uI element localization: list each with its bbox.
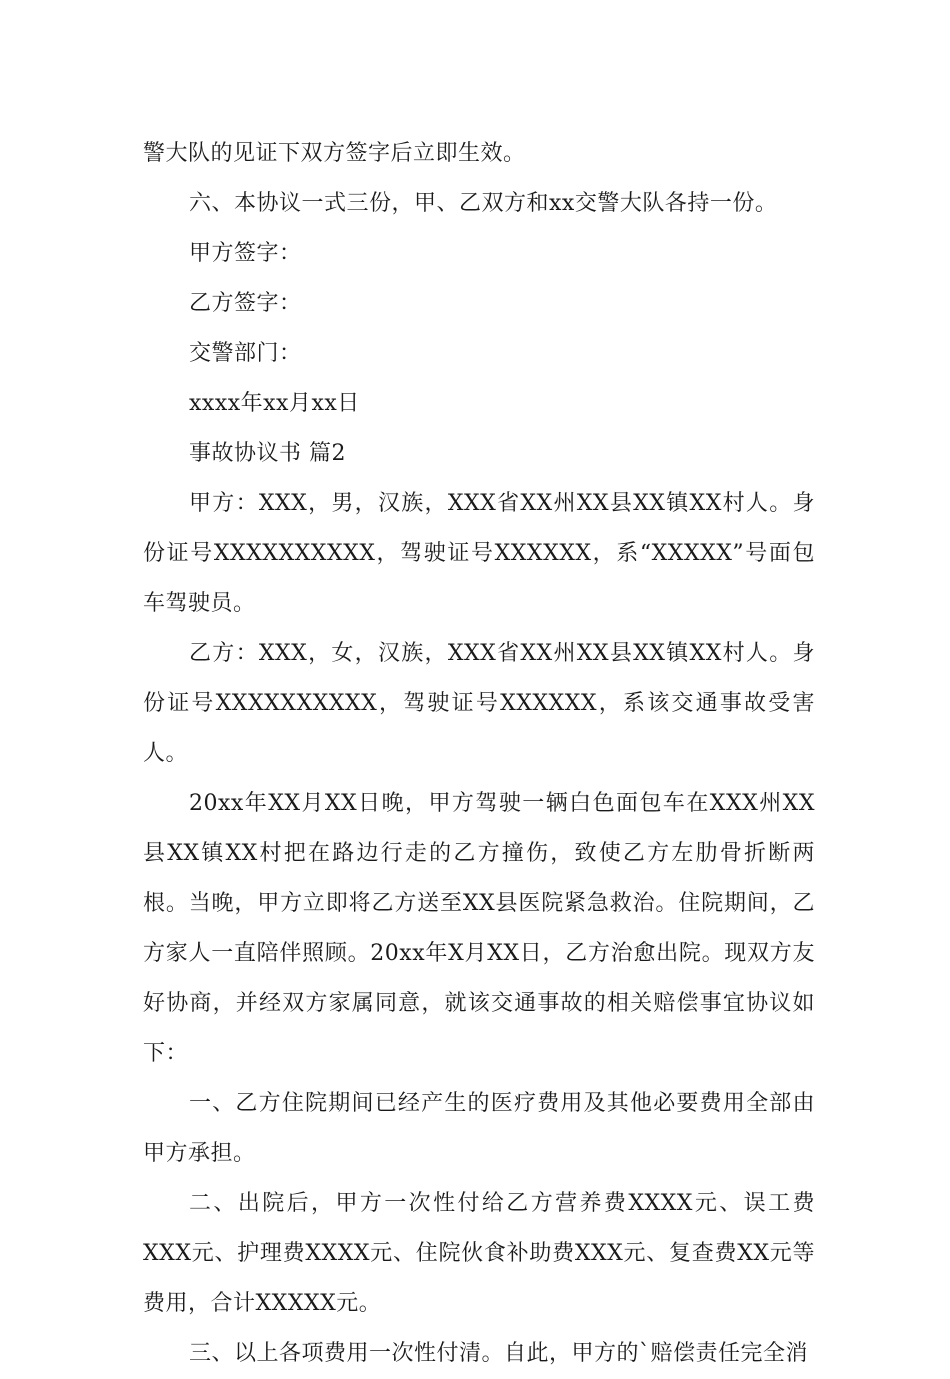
clause-two: 二、出院后，甲方一次性付给乙方营养费XXXX元、误工费XXX元、护理费XXXX元、住院伙食补助费XXX元、复查费XX元等费用，合计XXXXX元。 xyxy=(143,1191,815,1316)
traffic-police-signature-line: 交警部门： xyxy=(189,341,302,366)
party-a-info: 甲方：XXX，男，汉族，XXX省XX州XX县XX镇XX村人。身份证号XXXXXXXXXX，驾驶证号XXXXXX，系“XXXXX”号面包车驾驶员。 xyxy=(143,491,815,616)
date-line: xxxx年xx月xx日 xyxy=(189,391,360,416)
party-b-signature-line: 乙方签字： xyxy=(189,291,302,316)
document-body xyxy=(143,129,815,1379)
paragraph-continuation: 警大队的见证下双方签字后立即生效。 xyxy=(143,141,526,166)
section-heading: 事故协议书 篇2 xyxy=(189,441,346,466)
clause-one: 一、乙方住院期间已经产生的医疗费用及其他必要费用全部由甲方承担。 xyxy=(143,1091,815,1166)
party-b-info: 乙方：XXX，女，汉族，XXX省XX州XX县XX镇XX村人。身份证号XXXXXXXXXX，驾驶证号XXXXXX，系该交通事故受害人。 xyxy=(143,641,815,766)
party-a-signature-line: 甲方签字： xyxy=(189,241,302,266)
clause-three: 三、以上各项费用一次性付清。自此，甲方的`赔偿责任完全消 xyxy=(189,1341,809,1366)
accident-description: 20xx年XX月XX日晚，甲方驾驶一辆白色面包车在XXX州XX县XX镇XX村把在路边行走的乙方撞伤，致使乙方左肋骨折断两根。当晚，甲方立即将乙方送至XX县医院紧急救治。住院期间，乙方家人一直陪伴照顾。20xx年X月XX日，乙方治愈出院。现双方友好协商，并经双方家属同意，就该交通事故的相关赔偿事宜协议如下： xyxy=(143,791,815,1066)
paragraph-clause-six: 六、本协议一式三份，甲、乙双方和xx交警大队各持一份。 xyxy=(189,191,778,216)
